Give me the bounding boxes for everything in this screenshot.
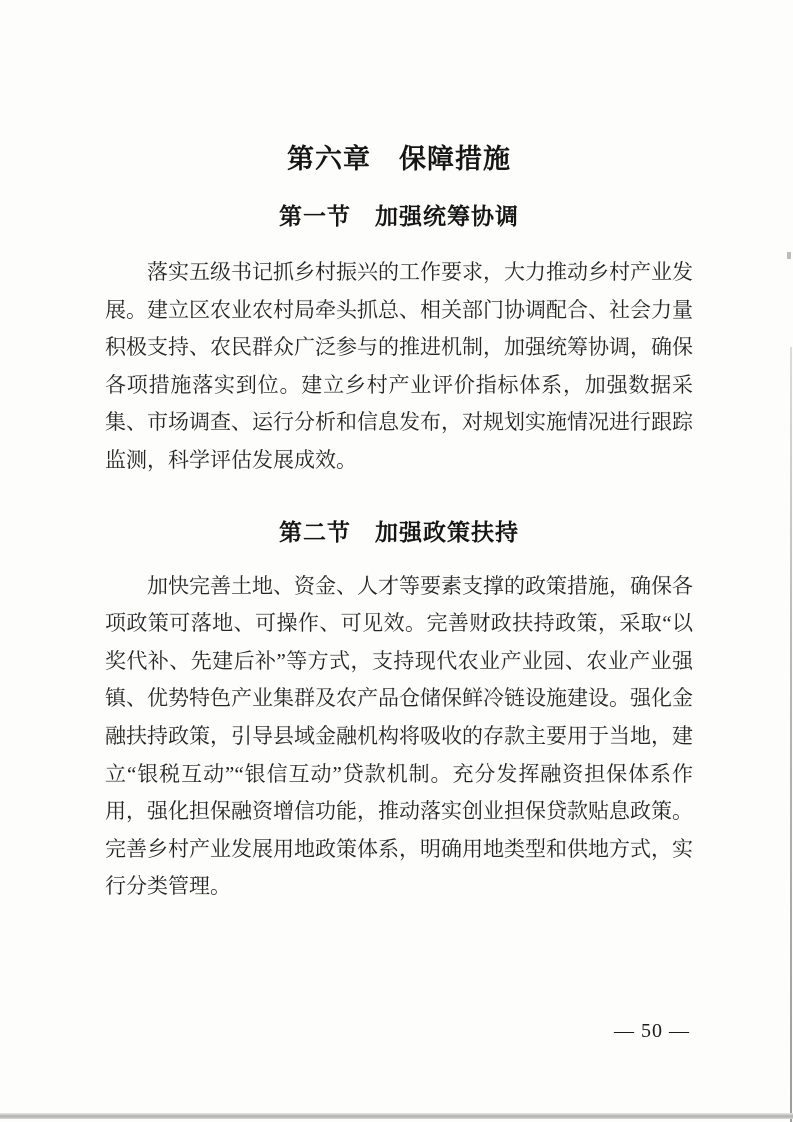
section-2-paragraph: 加快完善土地、资金、人才等要素支撑的政策措施，确保各项政策可落地、可操作、可见效。完善财政扶持政策，采取“以奖代补、先建后补”等方式，支持现代农业产业园、农业产业强镇、优势特色产业集群及农产品仓储保鲜冷链设施建设。强化金融扶持政策，引导县域金融机构将吸收的存款主要用于当地，建立“银税互动”“银信互动”贷款机制。充分发挥融资担保体系作用，强化担保融资增信功能，推动落实创业担保贷款贴息政策。完善乡村产业发展用地政策体系，明确用地类型和供地方式，实行分类管理。 xyxy=(105,573,693,899)
section-1-paragraph: 落实五级书记抓乡村振兴的工作要求，大力推动乡村产业发展。建立区农业农村局牵头抓总、相关部门协调配合、社会力量积极支持、农民群众广泛参与的推进机制，加强统筹协调，确保各项措施落实到位。建立乡村产业评价指标体系，加强数据采集、市场调查、运行分析和信息发布，对规划实施情况进行跟踪监测，科学评估发展成效。 xyxy=(105,260,693,472)
scan-edge-bottom-line xyxy=(0,1113,793,1119)
scan-edge-right-line xyxy=(790,347,792,1122)
scan-edge-tick-mark xyxy=(787,252,791,259)
chapter-title: 第六章 保障措施 xyxy=(287,144,511,174)
section-1-heading: 第一节 加强统筹协调 xyxy=(279,203,519,229)
section-2-heading: 第二节 加强政策扶持 xyxy=(279,518,519,545)
page-number: — 50 — xyxy=(614,1020,690,1042)
